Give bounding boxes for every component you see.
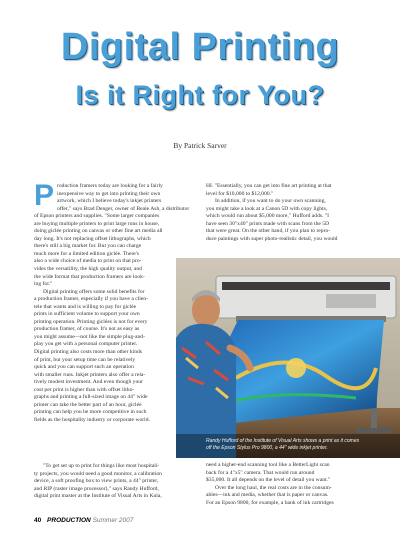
- text-line: printing can help you be more competitive in such: [34, 409, 147, 416]
- text-line: inexpensive way to get into printing their own: [57, 190, 161, 197]
- text-line: prints in sufficient volume to support your own: [34, 311, 140, 318]
- text-line: that were great. On the other hand, if you plan to repro-: [206, 228, 331, 235]
- text-line: printing operation. Printing giclées is not for every: [34, 318, 148, 325]
- text-line: artwork, which I believe today's inkjet printers: [57, 198, 162, 205]
- body-column-left-top: [34, 179, 197, 266]
- photo-caption: Randy Hufford of the Institute of Visual Arts shows a print as it comes off the Epson Stylus Pro 9800, a 44" wide inkjet printer.: [206, 438, 360, 451]
- text-line: printer can take the better part of an hour, giclée: [34, 401, 142, 408]
- text-line: ables—ink and media, whether that is paper or canvas.: [206, 492, 329, 499]
- text-line: of Epson printers and supplies. "Some larger companies: [34, 213, 160, 220]
- text-line: HI. "Essentially, you can get into fine art printing at that: [206, 183, 332, 189]
- text-line: production framer, of course. It's not as easy as: [34, 326, 140, 333]
- text-line: For an Epson 9800, for example, a bank of ink cartridges: [206, 499, 334, 506]
- body-column-left-bottom: [34, 463, 197, 501]
- text-line: with smaller runs. Inkjet printers also offer a rela-: [34, 371, 146, 378]
- text-line: back for a 4"x5" camera. That would run around: [206, 469, 315, 476]
- text-line: ty projects, you would need a good monitor, a calibration: [34, 470, 162, 477]
- issue-date: Summer 2007: [92, 517, 134, 524]
- text-line: a production framer, especially if you have a clien-: [34, 296, 148, 303]
- text-line: play you get with a personal computer printer.: [34, 341, 138, 348]
- article-byline: By Patrick Sarver: [173, 141, 227, 150]
- printer-photo-image: [176, 258, 400, 458]
- magazine-name: PRODUCTION: [47, 517, 91, 524]
- text-line: much more for a limited edition giclée. There's: [34, 250, 139, 257]
- text-line: ing for.": [34, 281, 53, 288]
- text-line: roduction framers today are looking for a fairly: [57, 183, 163, 189]
- text-line: "To get set up to print for things like most hospitali-: [43, 463, 160, 469]
- text-line: level for $10,000 to $12,000.": [206, 190, 274, 197]
- text-line: duce paintings with super photo-realistic detail, you would: [206, 235, 338, 242]
- text-line: are buying multiple printers to print large runs in house,: [34, 220, 160, 227]
- text-line: the wide format that production framers are look-: [34, 273, 145, 280]
- article-subtitle: Is it Right for You?: [75, 80, 325, 110]
- text-line: and RIP (raster image processor)," says Randy Hufford,: [34, 485, 159, 492]
- drop-cap: P: [34, 179, 55, 212]
- text-line: fields as the hospitality industry or corporate world.: [34, 416, 150, 423]
- text-line: of print, but your setup time can be relatively: [34, 356, 136, 363]
- text-line: device, a soft proofing box to view prints, a 44" printer,: [34, 478, 159, 485]
- text-line: $35,000. It all depends on the level of detail you want.": [206, 477, 331, 484]
- body-column-right-top: [206, 183, 368, 243]
- text-line: offer," says Brad Denger, owner of Beale Ash, a distributor: [57, 205, 190, 212]
- text-line: which would run about $5,000 more," Hufford adds. "I: [206, 213, 329, 220]
- text-line: have seen 30"x40" prints made with scans from the 5D: [206, 220, 330, 227]
- text-line: need a higher-end scanning tool like a BetterLight scan: [206, 462, 330, 468]
- text-line: In addition, if you want to do your own scanning,: [215, 198, 326, 205]
- body-column-right-bottom: [206, 462, 368, 507]
- article-title: Digital Printing: [60, 26, 340, 68]
- text-line: tele that wants and is willing to pay for giclée: [34, 303, 137, 310]
- text-line: you might take a look at a Canon 5D with copy lights,: [206, 205, 328, 212]
- text-line: day long. It's not replacing offset lithographs, which: [34, 235, 151, 242]
- text-line: there's still a big market for. But you can charge: [34, 243, 142, 250]
- body-column-left-middle: [34, 266, 174, 424]
- text-line: vides the versatility, the high quality output, and: [34, 266, 142, 272]
- text-line: quick and you can support such an operation: [34, 364, 134, 371]
- text-line: graphs and printing a full-sized image on 44" wide: [34, 394, 148, 401]
- text-line: cost per print is higher than with offset litho-: [34, 386, 135, 393]
- printer-photo: [176, 258, 400, 458]
- text-line: also a wide choice of media to print on that pro-: [34, 258, 142, 265]
- text-line: Digital printing offers some solid benefits for: [43, 288, 145, 295]
- text-line: digital print master at the Institute of Visual Arts in Kula,: [34, 493, 162, 500]
- page-number: 40: [34, 517, 42, 524]
- page-footer: [34, 517, 334, 524]
- text-line: you might assume—not like the simple plug-and-: [34, 333, 145, 340]
- text-line: doing giclée printing on canvas or other fine art media all: [34, 228, 163, 235]
- text-line: tively modest investment. And even though your: [34, 379, 143, 386]
- text-line: Over the long haul, the real costs are in the consum-: [215, 484, 332, 491]
- text-line: Digital printing also costs more than other kinds: [34, 349, 142, 356]
